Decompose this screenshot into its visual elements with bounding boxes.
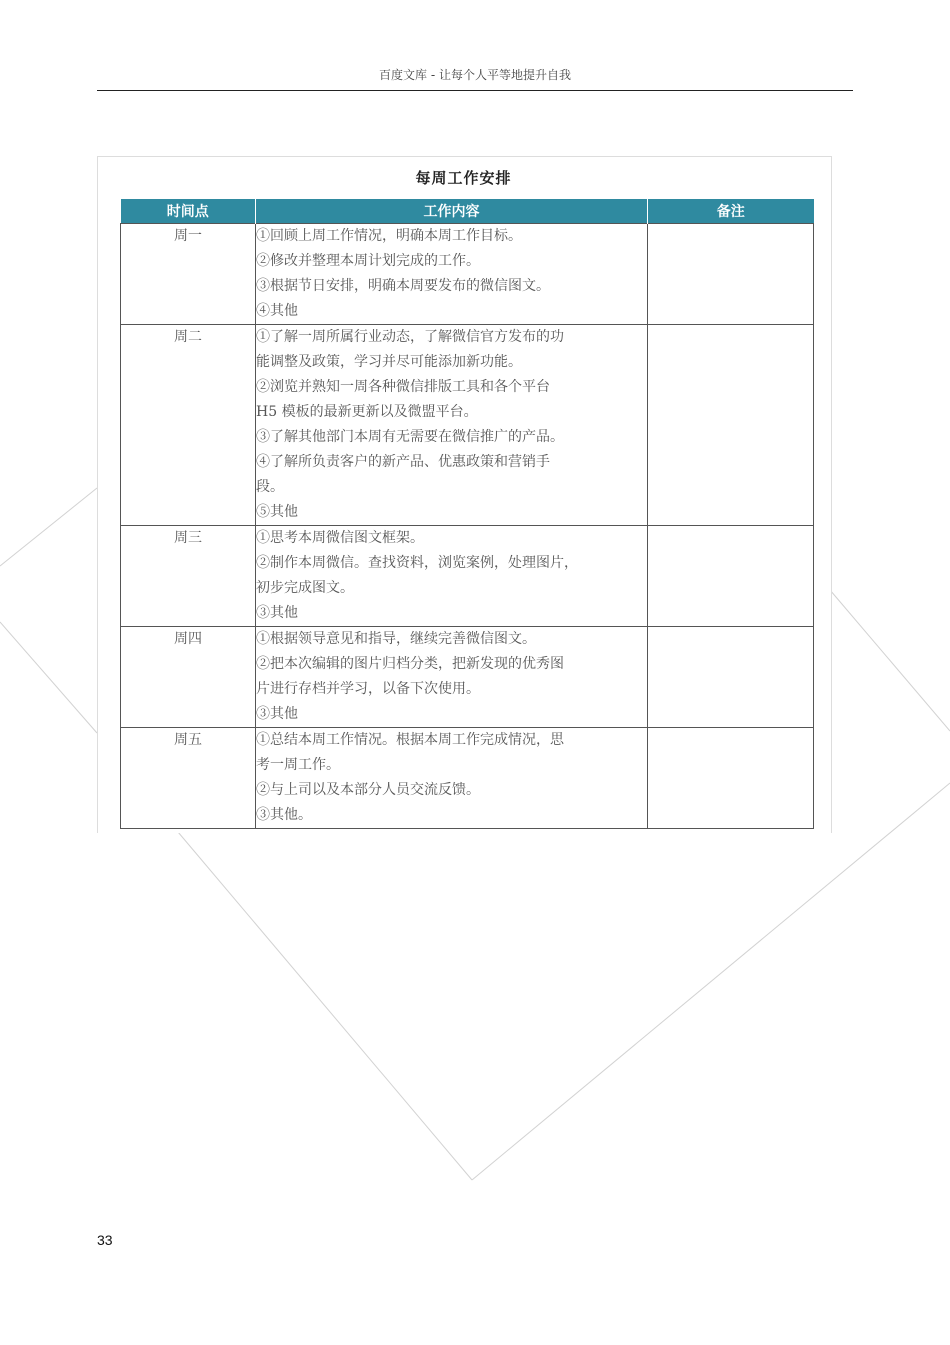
weekly-schedule-table: [120, 199, 814, 829]
task-line: ④了解所负责客户的新产品、优惠政策和营销手: [256, 454, 550, 470]
task-line: 片进行存档并学习，以备下次使用。: [256, 681, 480, 697]
day-cell: 周五: [121, 728, 256, 829]
task-line: ①总结本周工作情况。根据本周工作完成情况，思: [256, 732, 564, 748]
task-line: ②制作本周微信。查找资料，浏览案例，处理图片，: [256, 555, 578, 571]
task-line: ③其他: [256, 706, 298, 722]
column-header-note: 备注: [648, 199, 814, 224]
column-header-content: 工作内容: [256, 199, 648, 224]
task-line: H5 模板的最新更新以及微盟平台。: [256, 404, 478, 420]
table-row: [121, 526, 814, 627]
day-cell: 周四: [121, 627, 256, 728]
table-row: [121, 224, 814, 325]
page-header: 百度文库 - 让每个人平等地提升自我: [379, 68, 571, 82]
task-line: ③其他: [256, 605, 298, 621]
task-line: 段。: [256, 479, 284, 495]
note-cell: [648, 224, 814, 325]
task-line: ③了解其他部门本周有无需要在微信推广的产品。: [256, 429, 564, 445]
task-line: 初步完成图文。: [256, 580, 354, 596]
note-cell: [648, 627, 814, 728]
day-cell: 周三: [121, 526, 256, 627]
task-line: 能调整及政策，学习并尽可能添加新功能。: [256, 354, 522, 370]
task-line: ①根据领导意见和指导，继续完善微信图文。: [256, 631, 536, 647]
content-cell: [256, 526, 648, 627]
task-line: ②浏览并熟知一周各种微信排版工具和各个平台: [256, 379, 550, 395]
task-line: ①回顾上周工作情况，明确本周工作目标。: [256, 228, 522, 244]
task-line: 考一周工作。: [256, 757, 340, 773]
content-cell: [256, 627, 648, 728]
task-line: ④其他: [256, 303, 298, 319]
table-header-row: [121, 199, 814, 224]
note-cell: [648, 728, 814, 829]
table-row: [121, 728, 814, 829]
table-row: [121, 627, 814, 728]
note-cell: [648, 325, 814, 526]
task-line: ②与上司以及本部分人员交流反馈。: [256, 782, 480, 798]
note-cell: [648, 526, 814, 627]
page-number: 33: [97, 1232, 113, 1248]
task-line: ③根据节日安排，明确本周要发布的微信图文。: [256, 278, 550, 294]
task-line: ⑤其他: [256, 504, 298, 520]
task-line: ②修改并整理本周计划完成的工作。: [256, 253, 480, 269]
content-cell: [256, 325, 648, 526]
table-title: 每周工作安排: [415, 169, 512, 187]
content-cell: [256, 224, 648, 325]
column-header-time: 时间点: [121, 199, 256, 224]
task-line: ③其他。: [256, 807, 312, 823]
content-cell: [256, 728, 648, 829]
day-cell: 周一: [121, 224, 256, 325]
day-cell: 周二: [121, 325, 256, 526]
table-row: [121, 325, 814, 526]
task-line: ①思考本周微信图文框架。: [256, 530, 424, 546]
task-line: ②把本次编辑的图片归档分类，把新发现的优秀图: [256, 656, 564, 672]
task-line: ①了解一周所属行业动态，了解微信官方发布的功: [256, 329, 564, 345]
